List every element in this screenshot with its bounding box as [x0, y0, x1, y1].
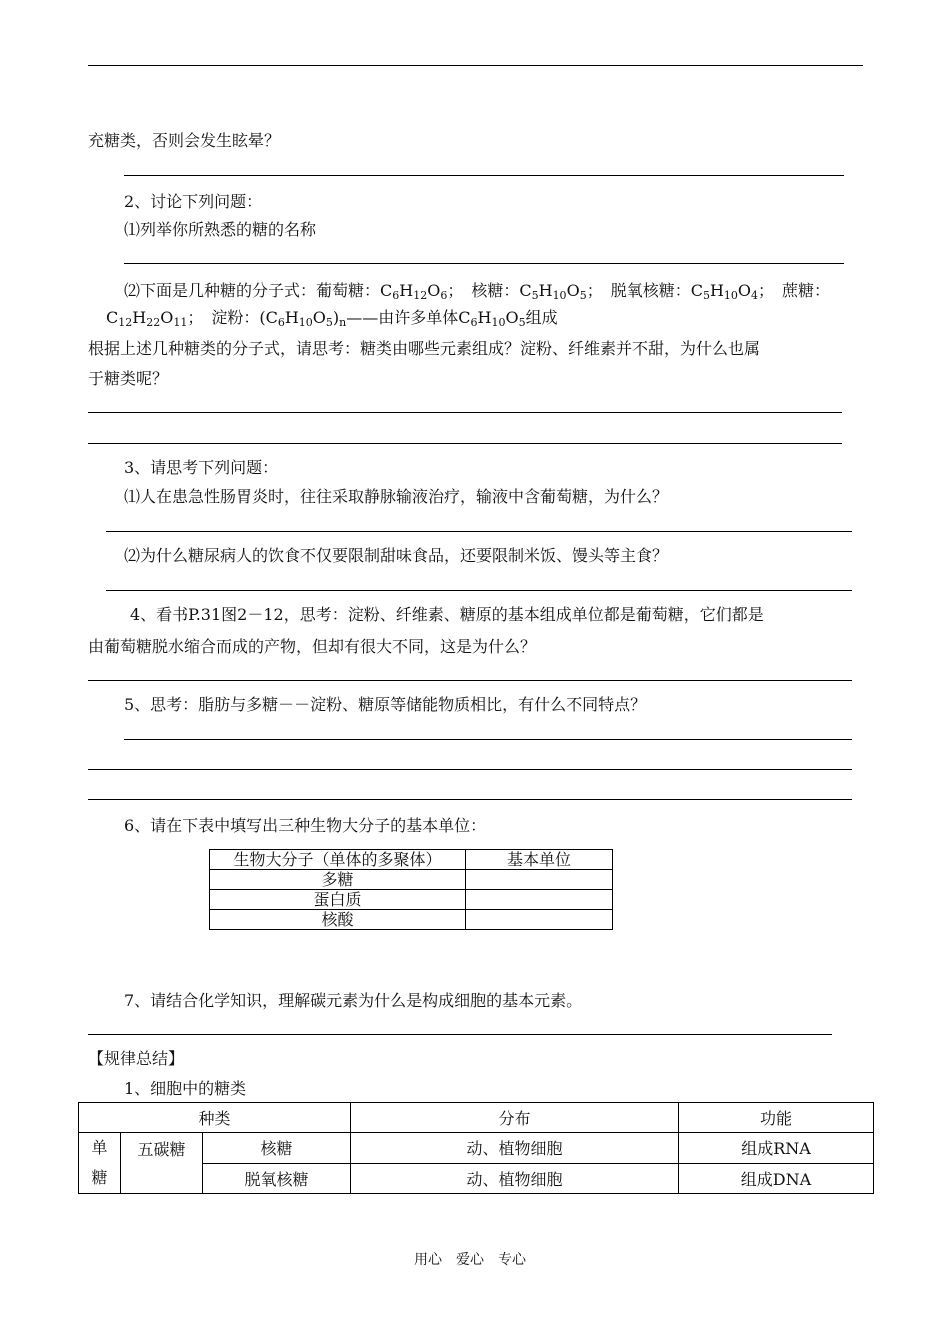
summary-title: 【规律总结】: [88, 1049, 185, 1068]
q4-line2: 由葡萄糖脱水缩合而成的产物，但却有很大不同，这是为什么？: [88, 637, 537, 656]
answer-line: [88, 443, 842, 444]
continuation-text: 充糖类，否则会发生眩晕？: [88, 131, 281, 150]
macromolecule-table: [209, 849, 613, 930]
answer-line: [88, 680, 852, 681]
answer-cell[interactable]: [466, 890, 613, 910]
category-cell: 单 糖: [79, 1133, 121, 1194]
table-cell: 核糖: [203, 1133, 351, 1164]
page-footer: 用心 爱心 专心: [414, 1252, 526, 1268]
q3-heading: 3、请思考下列问题：: [124, 458, 279, 477]
answer-line: [88, 799, 852, 800]
table-header-cell: 分布: [351, 1103, 679, 1133]
table-header-row: [210, 850, 613, 870]
answer-line: [124, 175, 844, 176]
q2-part2-formulas: ⑵下面是几种糖的分子式：葡萄糖：$C_6H_{12}O_6$； 核糖：$C_5H_{10}O_5$； 脱氧核糖：$C_5H_{10}O_4$； 蔗糖：: [124, 281, 831, 302]
group-cell: 五碳糖: [121, 1133, 203, 1164]
q3-part1: ⑴人在患急性肠胃炎时，往往采取静脉输液治疗，输液中含葡萄糖，为什么？: [124, 487, 669, 506]
q4-line1: 4、看书P.31图2－12，思考：淀粉、纤维素、糖原的基本组成单位都是葡萄糖，它们都是: [130, 605, 764, 624]
summary-subtitle: 1、细胞中的糖类: [124, 1079, 247, 1098]
q2-part1: ⑴列举你所熟悉的糖的名称: [124, 220, 317, 239]
answer-line: [106, 531, 852, 532]
answer-line: [106, 590, 852, 591]
q2-question-line2: 于糖类呢？: [88, 369, 169, 388]
answer-line: [124, 263, 844, 264]
table-header-cell: 基本单位: [466, 850, 613, 870]
table-cell: 脱氧核糖: [203, 1163, 351, 1194]
table-cell: 组成RNA: [679, 1133, 874, 1164]
q2-heading: 2、讨论下列问题：: [124, 192, 263, 211]
table-cell: 动、植物细胞: [351, 1163, 679, 1194]
table-row: [79, 1163, 874, 1194]
table-cell: 组成DNA: [679, 1163, 874, 1194]
table-header-cell: 生物大分子（单体的多聚体）: [210, 850, 466, 870]
table-cell: 动、植物细胞: [351, 1133, 679, 1164]
answer-cell[interactable]: [466, 870, 613, 890]
q7-text: 7、请结合化学知识，理解碳元素为什么是构成细胞的基本元素。: [124, 991, 583, 1010]
table-cell: 蛋白质: [210, 890, 466, 910]
table-row: [210, 890, 613, 910]
group-cell-empty: [121, 1163, 203, 1194]
answer-line: [88, 412, 842, 413]
q2-part2-formulas-cont: $C_{12}H_{22}O_{11}$； 淀粉：$(C_6H_{10}O_5)_n——$由许多单体$C_6H_{10}O_5$组成: [106, 308, 558, 329]
q2-question-line1: 根据上述几种糖类的分子式，请思考：糖类由哪些元素组成？淀粉、纤维素并不甜，为什么也属: [88, 339, 761, 358]
q3-part2: ⑵为什么糖尿病人的饮食不仅要限制甜味食品，还要限制米饭、馒头等主食？: [124, 546, 669, 565]
answer-line: [88, 1034, 832, 1035]
answer-cell[interactable]: [466, 910, 613, 930]
table-cell: 多糖: [210, 870, 466, 890]
table-row: [210, 870, 613, 890]
q5-text: 5、思考：脂肪与多糖－－淀粉、糖原等储能物质相比，有什么不同特点？: [124, 695, 647, 714]
table-header-cell: 功能: [679, 1103, 874, 1133]
sugar-table: [78, 1102, 874, 1194]
q6-heading: 6、请在下表中填写出三种生物大分子的基本单位：: [124, 816, 487, 835]
answer-line: [88, 769, 852, 770]
table-header-cell: 种类: [79, 1103, 351, 1133]
table-header-row: [79, 1103, 874, 1133]
table-row: [79, 1133, 874, 1164]
answer-line: [124, 739, 852, 740]
table-cell: 核酸: [210, 910, 466, 930]
header-rule: [88, 65, 863, 66]
table-row: [210, 910, 613, 930]
